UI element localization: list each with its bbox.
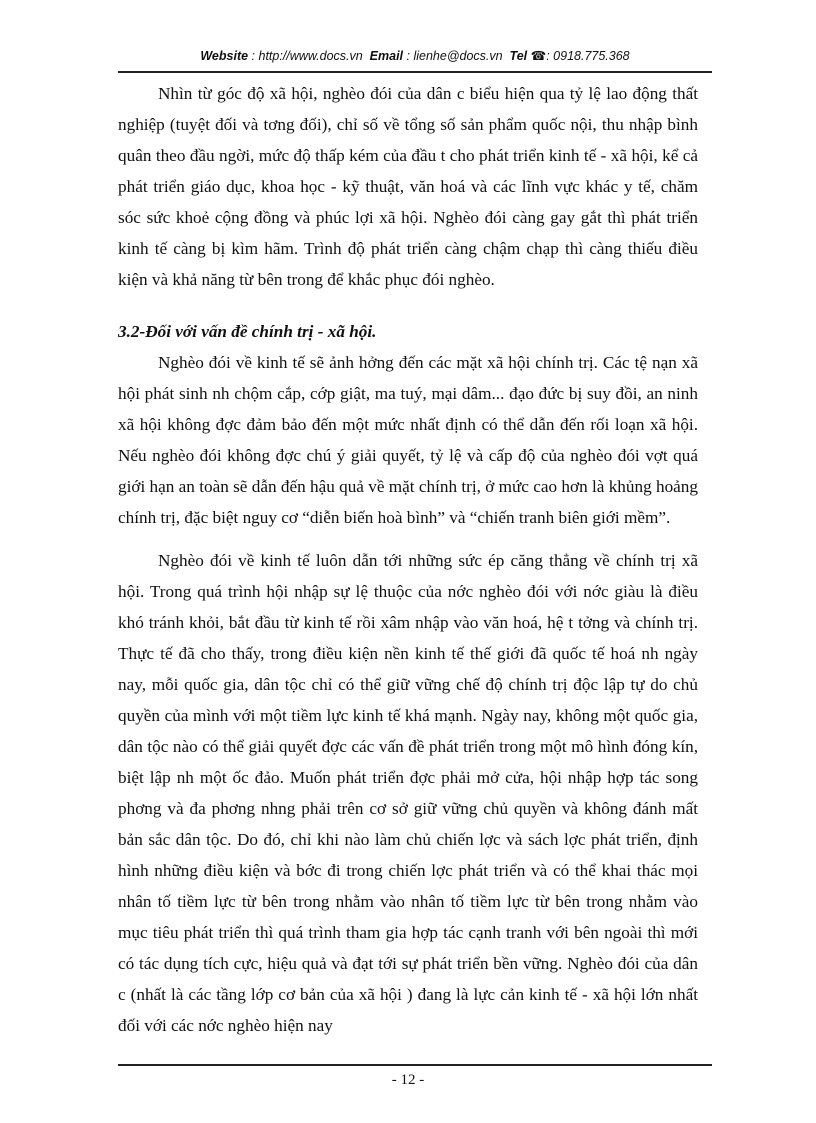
website-value: : http://www.docs.vn [251, 49, 363, 63]
tel-label: Tel [509, 49, 528, 63]
website-label: Website [200, 49, 249, 63]
tel-value: : 0918.775.368 [546, 49, 630, 63]
page-number: - 12 - [391, 1072, 425, 1088]
paragraph-2: Nghèo đói về kinh tế sẽ ảnh hởng đến các mặt xã hội chính trị. Các tệ nạn xã hội phát sinh nh chộm cắp, cớp giật, ma tuý, mại dâm... đạo đức bị suy đồi, an ninh xã hội không đợc đảm bảo đến một mức nhất định có thể dẫn đến rối loạn xã hội. Nếu nghèo đói không đợc chú ý giải quyết, tỷ lệ và cấp độ của nghèo đói vợt quá giới hạn an toàn sẽ dẫn đến hậu quả về mặt chính trị, ở mức cao hơn là khủng hoảng chính trị, đặc biệt nguy cơ “diễn biến hoà bình” và “chiến tranh biên giới mềm”. [118, 353, 698, 527]
email-value: : lienhe@docs.vn [406, 49, 503, 63]
paragraph-1: Nhìn từ góc độ xã hội, nghèo đói của dân c biểu hiện qua tỷ lệ lao động thất nghiệp (tuyệt đối và tơng đối), chỉ số về tổng số sản phẩm quốc nội, thu nhập bình quân theo đầu ngời, mức độ thấp kém của đầu t cho phát triển kinh tế - xã hội, kể cả phát triển giáo dục, khoa học - kỹ thuật, văn hoá và các lĩnh vực khác y tế, chăm sóc sức khoẻ cộng đồng và phúc lợi xã hội. Nghèo đói càng gay gắt thì phát triển kinh tế càng bị kìm hãm. Trình độ phát triển càng chậm chạp thì càng thiếu điều kiện và khả năng từ bên trong để khắc phục đói nghèo. [118, 84, 698, 289]
footer-divider [118, 1064, 712, 1066]
paragraph-3: Nghèo đói về kinh tế luôn dẫn tới những sức ép căng thẳng về chính trị xã hội. Trong quá trình hội nhập sự lệ thuộc của nớc nghèo đói với nớc giàu là điều khó tránh khỏi, bắt đầu từ kinh tế rồi xâm nhập vào văn hoá, hệ t tởng và chính trị. Thực tế đã cho thấy, trong điều kiện nền kinh tế thế giới đã quốc tế hoá nh ngày nay, mỗi quốc gia, dân tộc chỉ có thể giữ vững chế độ chính trị độc lập tự do chủ quyền của mình với một tiềm lực kinh tế khá mạnh. Ngày nay, không một quốc gia, dân tộc nào có thể giải quyết đợc các vấn đề phát triển trong một mô hình đóng kín, biệt lập nh một ốc đảo. Muốn phát triển đợc phải mở cửa, hội nhập hợp tác song phơng và đa phơng nhng phải trên cơ sở giữ vững chủ quyền và không đánh mất bản sắc dân tộc. Do đó, chỉ khi nào làm chủ chiến lợc và sách lợc phát triển, định hình những điều kiện và bớc đi trong chiến lợc phát triển và có thể khai thác mọi nhân tố tiềm lực từ bên trong nhằm vào nhân tố tiềm lực từ bên trong nhằm vào mục tiêu phát triển thì quá trình tham gia hợp tác cạnh tranh với bên ngoài thì mới có tác dụng tích cực, hiệu quả và đạt tới sự phát triển bền vững. Nghèo đói của dân c (nhất là các tầng lớp cơ bản của xã hội ) đang là lực cản kinh tế - xã hội lớn nhất đối với các nớc nghèo hiện nay [118, 551, 698, 1035]
phone-icon: ☎ [530, 49, 547, 63]
section-heading: 3.2-Đối với vấn đề chính trị - xã hội. [118, 322, 377, 341]
email-label: Email [369, 49, 404, 63]
page-header [118, 48, 712, 63]
header-divider [118, 71, 712, 73]
document-body [118, 78, 698, 1041]
